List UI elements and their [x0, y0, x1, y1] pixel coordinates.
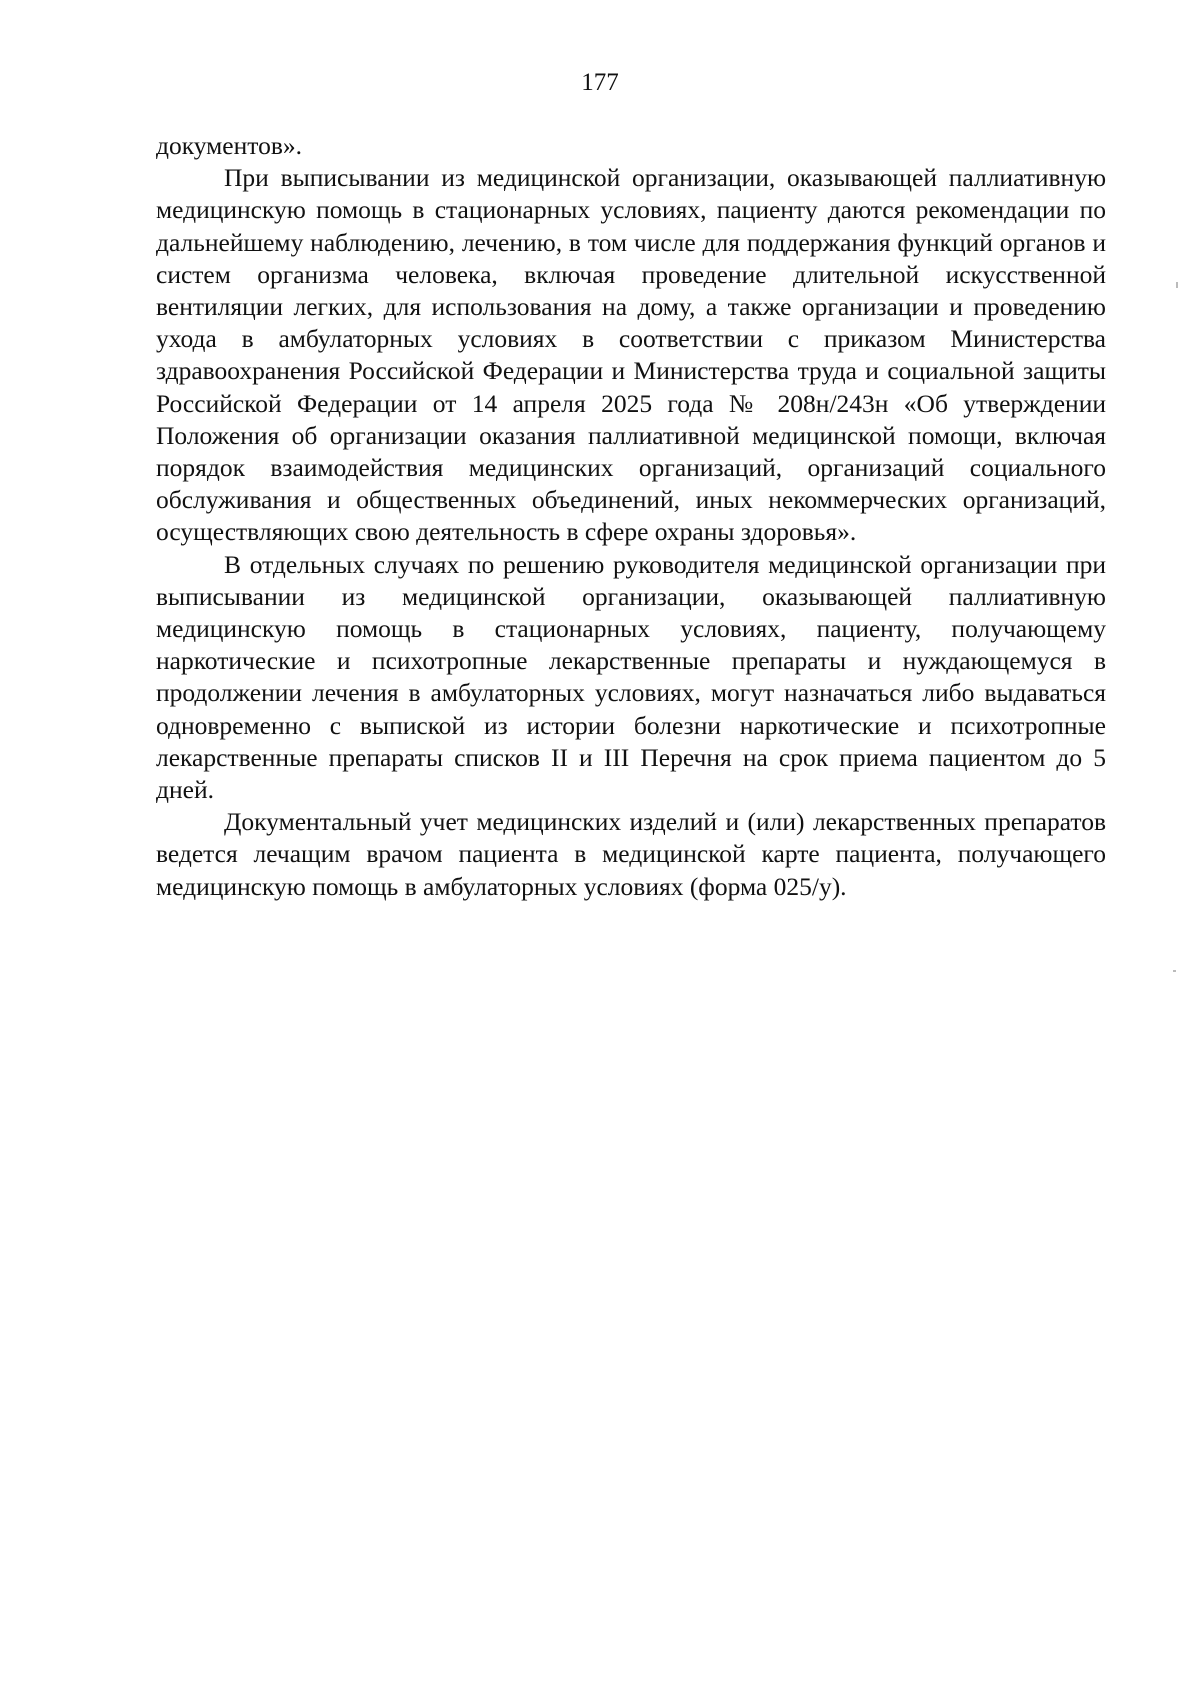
- paragraph-documentary-accounting: Документальный учет медицинских изделий и (или) лекарственных препаратов ведется лечащим врачом пациента в медицинской карте пациента, получающего медицинскую помощь в амбулаторных условиях (форма 025/у).: [156, 807, 1106, 901]
- paragraph-discharge-recommendations: При выписывании из медицинской организации, оказывающей паллиативную медицинскую помощь в стационарных условиях, пациенту даются рекомендации по дальнейшему наблюдению, лечению, в том числе для поддержания функций органов и систем организма человека, включая проведение длительной искусственной вентиляции легких, для использования на дому, а также организации и проведению ухода в амбулаторных условиях в соответствии с приказом Министерства здравоохранения Российской Федерации и Министерства труда и социальной защиты Российской Федерации от 14 апреля 2025 года № 208н/243н «Об утверждении Положения об организации оказания паллиативной медицинской помощи, включая порядок взаимодействия медицинских организаций, организаций социального обслуживания и общественных объединений, иных некоммерческих организаций, осуществляющих свою деятельность в сфере охраны здоровья».: [156, 163, 1106, 547]
- page-number: 177: [581, 69, 619, 96]
- scan-speck: [1176, 282, 1178, 288]
- paragraph-continuation: документов».: [156, 131, 302, 160]
- scan-speck: [1173, 970, 1176, 972]
- document-body: [156, 130, 1106, 903]
- paragraph-narcotic-drugs: В отдельных случаях по решению руководителя медицинской организации при выписывании из медицинской организации, оказывающей паллиативную медицинскую помощь в стационарных условиях, пациенту, получающему наркотические и психотропные лекарственные препараты и нуждающемуся в продолжении лечения в амбулаторных условиях, могут назначаться либо выдаваться одновременно с выпиской из истории болезни наркотические и психотропные лекарственные препараты списков II и III Перечня на срок приема пациентом до 5 дней.: [156, 549, 1106, 805]
